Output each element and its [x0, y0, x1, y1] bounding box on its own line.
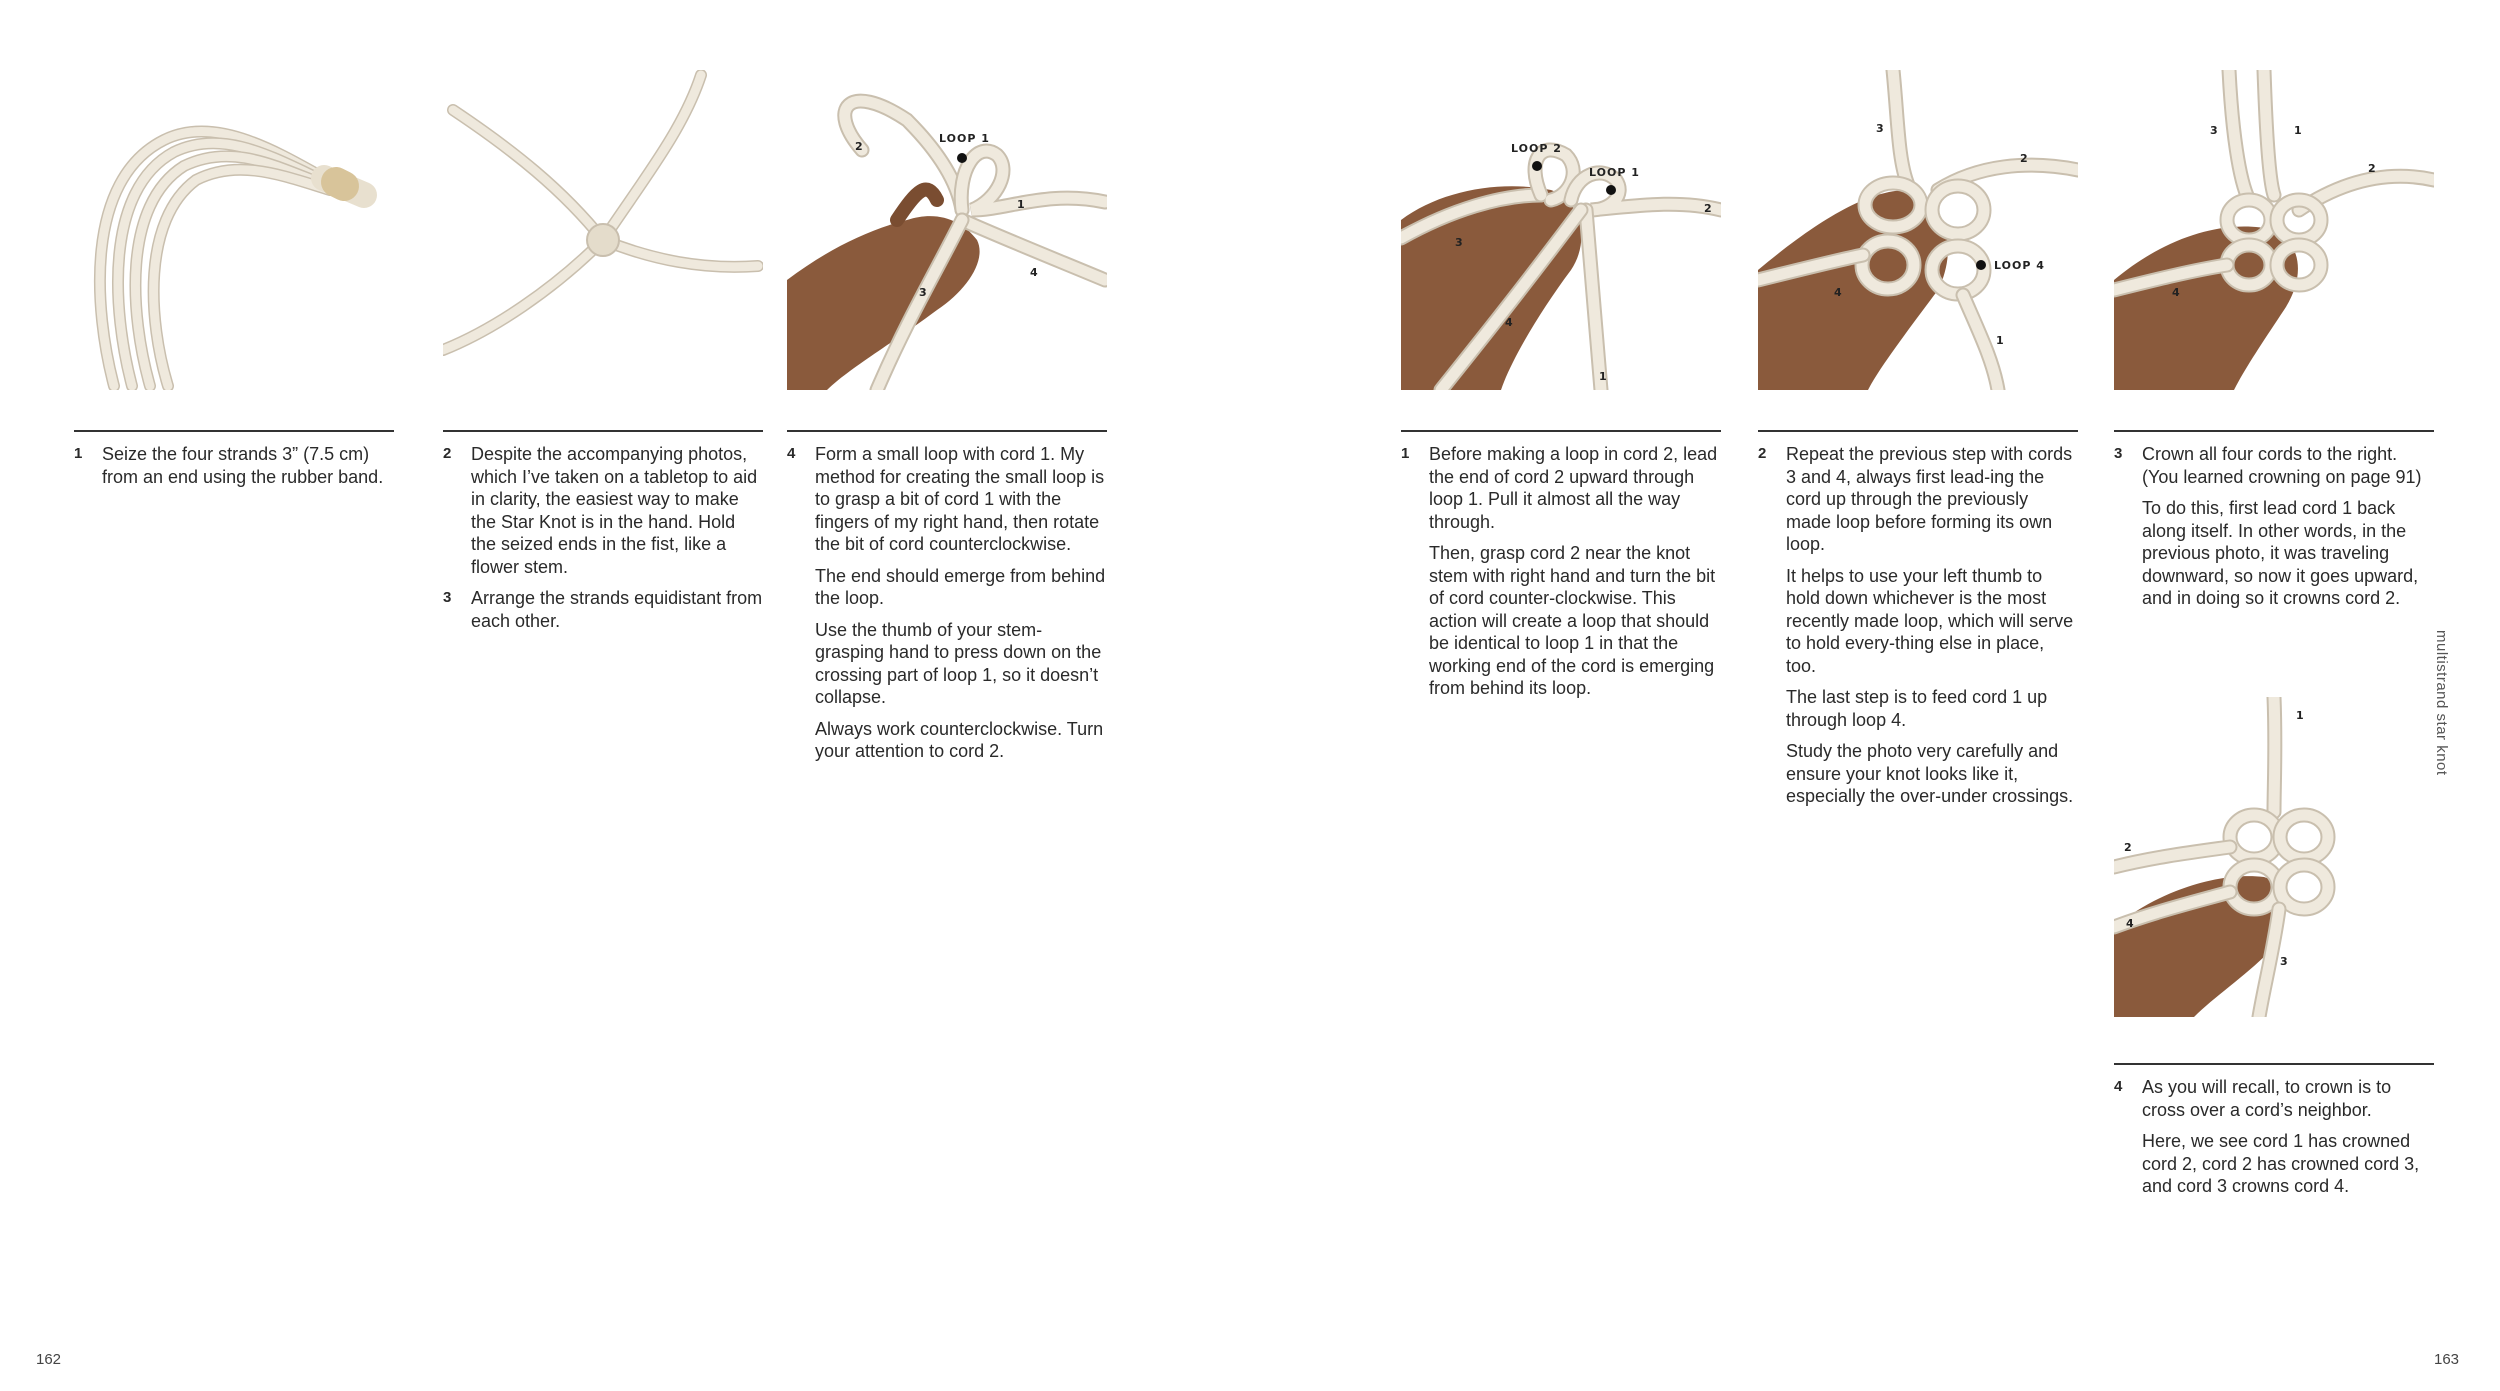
step-paragraph: It helps to use your left thumb to hold down whichever is the most recently made loop, which will serve to hold every-thing else in place, too.: [1786, 565, 2074, 676]
step-paragraph: Form a small loop with cord 1. My method for creating the small loop is to grasp a bit of cord 1 with the fingers of my right hand, then rotate the bit of cord counterclockwise.: [815, 444, 1105, 554]
step-paragraph: Arrange the strands equidistant from each other.: [471, 588, 763, 631]
photo-label: 3: [2280, 955, 2289, 968]
step-column: [1758, 443, 2078, 817]
step-paragraph: Crown all four cords to the right. (You learned crowning on page 91): [2142, 444, 2422, 487]
step-column: [443, 443, 763, 641]
instruction-step: [787, 443, 1107, 763]
step-number: 3: [2114, 445, 2123, 462]
photo-label: 1: [2296, 709, 2305, 722]
photo-loop-2: [1401, 70, 1721, 390]
photo-label: 3: [919, 286, 928, 299]
photo-label: 2: [2368, 162, 2377, 175]
step-paragraph: Repeat the previous step with cords 3 and 4, always first lead-ing the cord up through the previously made loop before forming its own loop.: [1786, 444, 2073, 554]
step-number: 2: [443, 445, 452, 462]
photo-label: LOOP 1: [939, 132, 990, 145]
step-paragraph: Use the thumb of your stem-grasping hand to press down on the crossing part of loop 1, so it doesn’t collapse.: [815, 619, 1102, 707]
photo-loop-4: [1758, 70, 2078, 390]
photo-label: LOOP 2: [1511, 142, 1562, 155]
photo-label: 4: [2126, 917, 2135, 930]
step-paragraph: Seize the four strands 3” (7.5 cm) from an end using the rubber band.: [102, 444, 384, 487]
step-number: 4: [787, 445, 796, 462]
instruction-step: [1758, 443, 2078, 808]
column-rule: [443, 430, 763, 432]
instruction-step: [74, 443, 394, 488]
running-head: multistrand star knot: [2433, 630, 2450, 776]
column-rule: [74, 430, 394, 432]
step-paragraph: The end should emerge from behind the loop.: [815, 565, 1106, 608]
step-paragraph: Here, we see cord 1 has crowned cord 2, cord 2 has crowned cord 3, and cord 3 crowns cord 4.: [2142, 1131, 2420, 1196]
step-paragraph: Study the photo very carefully and ensure your knot looks like it, especially the over-under crossings.: [1786, 741, 2074, 806]
photo-label: 4: [1505, 316, 1514, 329]
column-rule: [787, 430, 1107, 432]
column-rule: [1401, 430, 1721, 432]
photo-label: 2: [1704, 202, 1713, 215]
photo-label: 1: [1017, 198, 1026, 211]
step-column: [74, 443, 394, 497]
page-number-left: 162: [36, 1351, 62, 1368]
photo-seized-strands: [74, 70, 394, 390]
column-rule: [1758, 430, 2078, 432]
step-paragraph: As you will recall, to crown is to cross over a cord’s neighbor.: [2142, 1077, 2392, 1120]
photo-label: 4: [1834, 286, 1843, 299]
step-paragraph: The last step is to feed cord 1 up through loop 4.: [1786, 687, 2048, 730]
step-paragraph: To do this, first lead cord 1 back along itself. In other words, in the previous photo, it was traveling downward, so now it goes upward, and in doing so it crowns cord 2.: [2142, 498, 2419, 608]
step-number: 1: [74, 445, 83, 462]
step-number: 2: [1758, 445, 1767, 462]
photo-label: 2: [2020, 152, 2029, 165]
step-number: 4: [2114, 1078, 2123, 1095]
instruction-step: [443, 587, 763, 632]
instruction-step: [2114, 1076, 2434, 1198]
step-number: 1: [1401, 445, 1410, 462]
photo-label: 3: [1876, 122, 1885, 135]
photo-label: LOOP 4: [1994, 259, 2045, 272]
step-column: [2114, 1076, 2434, 1207]
photo-label: 4: [1030, 266, 1039, 279]
step-paragraph: Always work counterclockwise. Turn your attention to cord 2.: [815, 718, 1104, 761]
page-number-right: 163: [2434, 1351, 2460, 1368]
step-column: [1401, 443, 1721, 709]
photo-crowning: [2114, 70, 2434, 390]
instruction-step: [2114, 443, 2434, 610]
photo-crowned-knot: [2114, 697, 2434, 1017]
instruction-step: [1401, 443, 1721, 700]
photo-label: 1: [2294, 124, 2303, 137]
step-column: [787, 443, 1107, 772]
step-paragraph: Then, grasp cord 2 near the knot stem with right hand and turn the bit of cord counter-clockwise. This action will create a loop that should be identical to loop 1 in that the working end of the cord is emerging from behind its loop.: [1429, 543, 1716, 698]
step-column: [2114, 443, 2434, 619]
photo-label: LOOP 1: [1589, 166, 1640, 179]
photo-label: 1: [1996, 334, 2005, 347]
photo-label: 2: [2124, 841, 2133, 854]
photo-label: 2: [855, 140, 864, 153]
photo-label: 4: [2172, 286, 2181, 299]
photo-arranged-strands: [443, 70, 763, 390]
step-paragraph: Before making a loop in cord 2, lead the end of cord 2 upward through loop 1. Pull it almost all the way through.: [1429, 444, 1718, 532]
column-rule: [2114, 1063, 2434, 1065]
step-number: 3: [443, 589, 452, 606]
photo-label: 1: [1599, 370, 1608, 383]
step-paragraph: Despite the accompanying photos, which I’ve taken on a tabletop to aid in clarity, the easiest way to make the Star Knot is in the hand. Hold the seized ends in the fist, like a flower stem.: [471, 444, 758, 577]
photo-label: 3: [1455, 236, 1464, 249]
photo-label: 3: [2210, 124, 2219, 137]
photo-loop-1: [787, 70, 1107, 390]
instruction-step: [443, 443, 763, 578]
column-rule: [2114, 430, 2434, 432]
